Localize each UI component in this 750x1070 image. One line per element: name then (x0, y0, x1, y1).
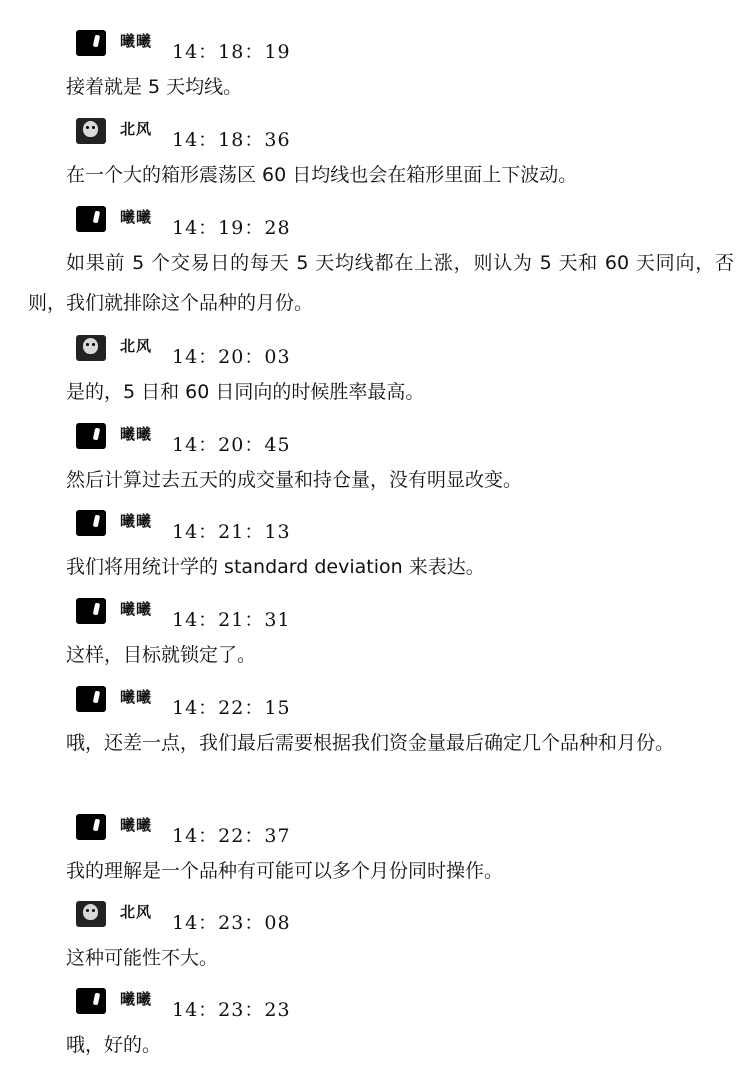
avatar (76, 423, 106, 449)
message-header (0, 596, 750, 636)
avatar (76, 510, 106, 536)
sender-name: 北风 (120, 903, 153, 921)
sender-name: 曦曦 (120, 32, 153, 50)
message-header (0, 899, 750, 939)
message-header (0, 333, 750, 373)
sender-name: 曦曦 (120, 990, 153, 1008)
avatar (76, 988, 106, 1014)
avatar (76, 118, 106, 144)
message-header (0, 28, 750, 68)
message-header (0, 986, 750, 1026)
message-text: 我们将用统计学的 standard deviation 来表达。 (66, 556, 485, 578)
message-time: 14：22：37 (172, 825, 291, 847)
message-text: 哦，好的。 (66, 1034, 162, 1056)
avatar (76, 901, 106, 927)
message-header (0, 421, 750, 461)
avatar (76, 598, 106, 624)
message-text: 哦，还差一点，我们最后需要根据我们资金量最后确定几个品种和月份。 (66, 732, 675, 754)
message-text: 是的，5 日和 60 日同向的时候胜率最高。 (66, 381, 425, 403)
message-text: 在一个大的箱形震荡区 60 日均线也会在箱形里面上下波动。 (66, 164, 578, 186)
message-time: 14：20：45 (172, 434, 291, 456)
message-text: 如果前 5 个交易日的每天 5 天均线都在上涨，则认为 5 天和 60 天同向，否则，我们就排除这个品种的月份。 (28, 252, 734, 314)
sender-name: 曦曦 (120, 816, 153, 834)
sender-name: 曦曦 (120, 425, 153, 443)
message-header (0, 204, 750, 244)
avatar (76, 686, 106, 712)
message-time: 14：21：13 (172, 521, 291, 543)
message-header (0, 116, 750, 156)
message-text: 这种可能性不大。 (66, 947, 219, 969)
message-text: 然后计算过去五天的成交量和持仓量，没有明显改变。 (66, 469, 523, 491)
message-time: 14：21：31 (172, 609, 291, 631)
avatar (76, 30, 106, 56)
message-text: 这样，目标就锁定了。 (66, 644, 257, 666)
message-header (0, 684, 750, 724)
message-time: 14：20：03 (172, 346, 291, 368)
sender-name: 曦曦 (120, 688, 153, 706)
avatar (76, 335, 106, 361)
sender-name: 曦曦 (120, 600, 153, 618)
message-time: 14：23：23 (172, 999, 291, 1021)
message-time: 14：23：08 (172, 912, 291, 934)
avatar (76, 814, 106, 840)
sender-name: 北风 (120, 120, 153, 138)
message-time: 14：22：15 (172, 697, 291, 719)
message-text: 我的理解是一个品种有可能可以多个月份同时操作。 (66, 860, 504, 882)
avatar (76, 206, 106, 232)
message-time: 14：18：19 (172, 41, 291, 63)
message-header (0, 812, 750, 852)
message-time: 14：18：36 (172, 129, 291, 151)
message-header (0, 508, 750, 548)
message-text: 接着就是 5 天均线。 (66, 76, 243, 98)
sender-name: 曦曦 (120, 208, 153, 226)
sender-name: 曦曦 (120, 512, 153, 530)
message-time: 14：19：28 (172, 217, 291, 239)
sender-name: 北风 (120, 337, 153, 355)
